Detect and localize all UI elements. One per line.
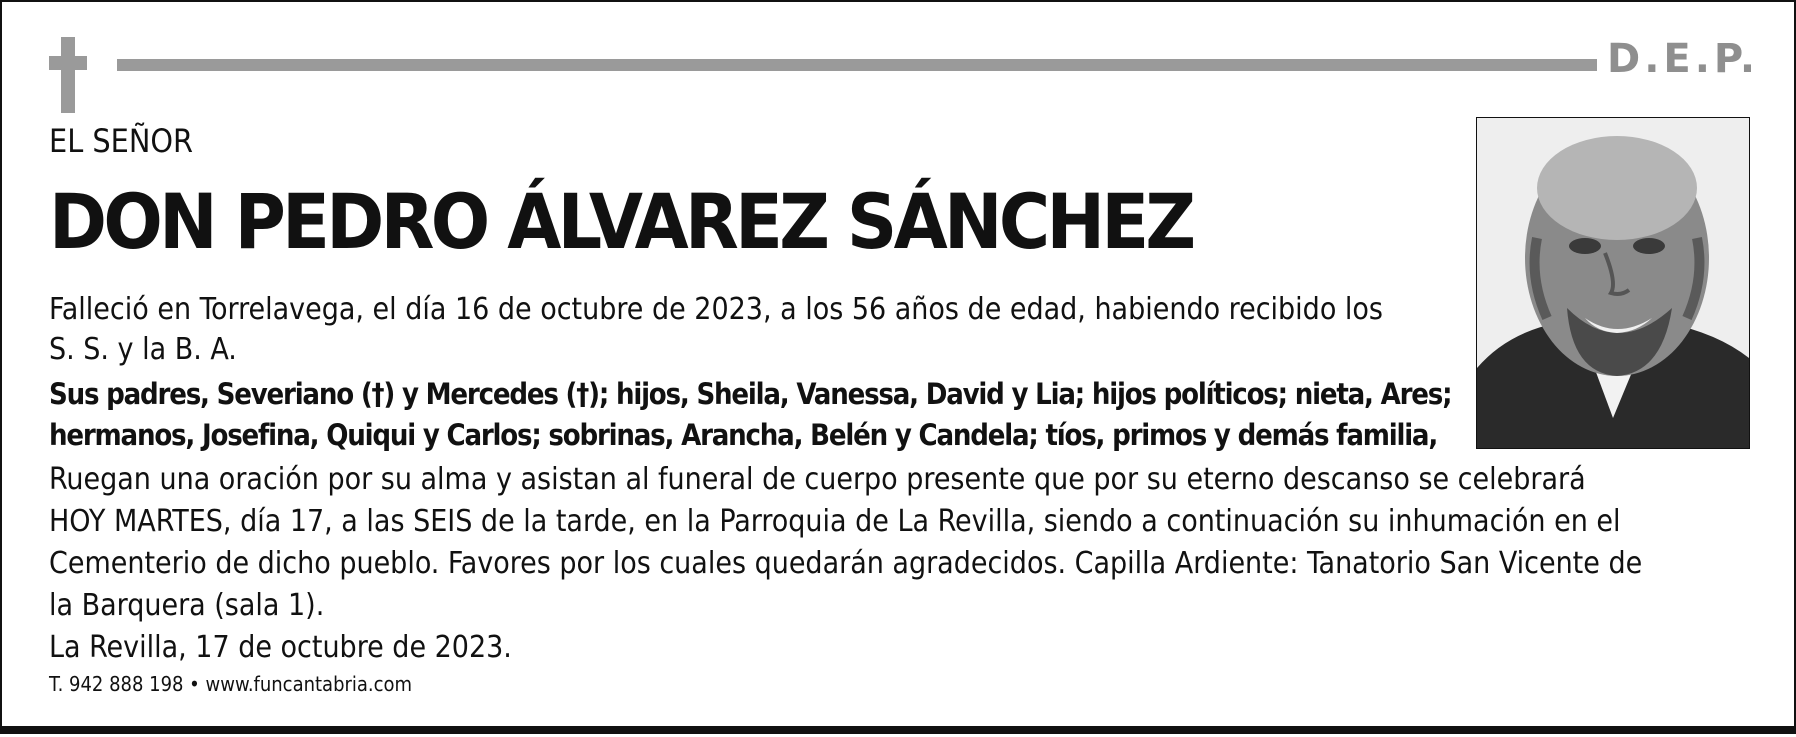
funeral-line: la Barquera (sala 1).: [49, 588, 325, 623]
place-date: La Revilla, 17 de octubre de 2023.: [49, 630, 512, 665]
title-prefix: EL SEÑOR: [49, 122, 194, 160]
cross-icon: [49, 37, 87, 113]
header-rule: [117, 59, 1597, 71]
death-announcement: [49, 290, 1469, 370]
funeral-details: [49, 459, 1642, 627]
funeral-line: Cementerio de dicho pueblo. Favores por los cuales quedarán agradecidos. Capilla Ardiente: Tanatorio San Vicente de: [49, 546, 1643, 581]
family-line: hermanos, Josefina, Quiqui y Carlos; sobrinas, Arancha, Belén y Candela; tíos, primos y demás familia,: [49, 418, 1438, 452]
portrait-image: [1477, 118, 1749, 448]
dep-label: D.E.P.: [1607, 36, 1760, 82]
death-line: Falleció en Torrelavega, el día 16 de octubre de 2023, a los 56 años de edad, habiendo recibido los: [49, 292, 1383, 327]
funeral-line: Ruegan una oración por su alma y asistan al funeral de cuerpo presente que por su eterno descanso se celebrará: [49, 462, 1586, 497]
family-list: [49, 374, 1451, 456]
deceased-name: DON PEDRO ÁLVAREZ SÁNCHEZ: [49, 177, 1193, 266]
death-line: S. S. y la B. A.: [49, 332, 237, 367]
contact-info: T. 942 888 198 • www.funcantabria.com: [49, 672, 413, 696]
family-line: Sus padres, Severiano (†) y Mercedes (†); hijos, Sheila, Vanessa, David y Lia; hijos políticos; nieta, Ares;: [49, 377, 1452, 411]
funeral-line: HOY MARTES, día 17, a las SEIS de la tarde, en la Parroquia de La Revilla, siendo a continuación su inhumación en el: [49, 504, 1621, 539]
portrait-photo: [1476, 117, 1750, 449]
